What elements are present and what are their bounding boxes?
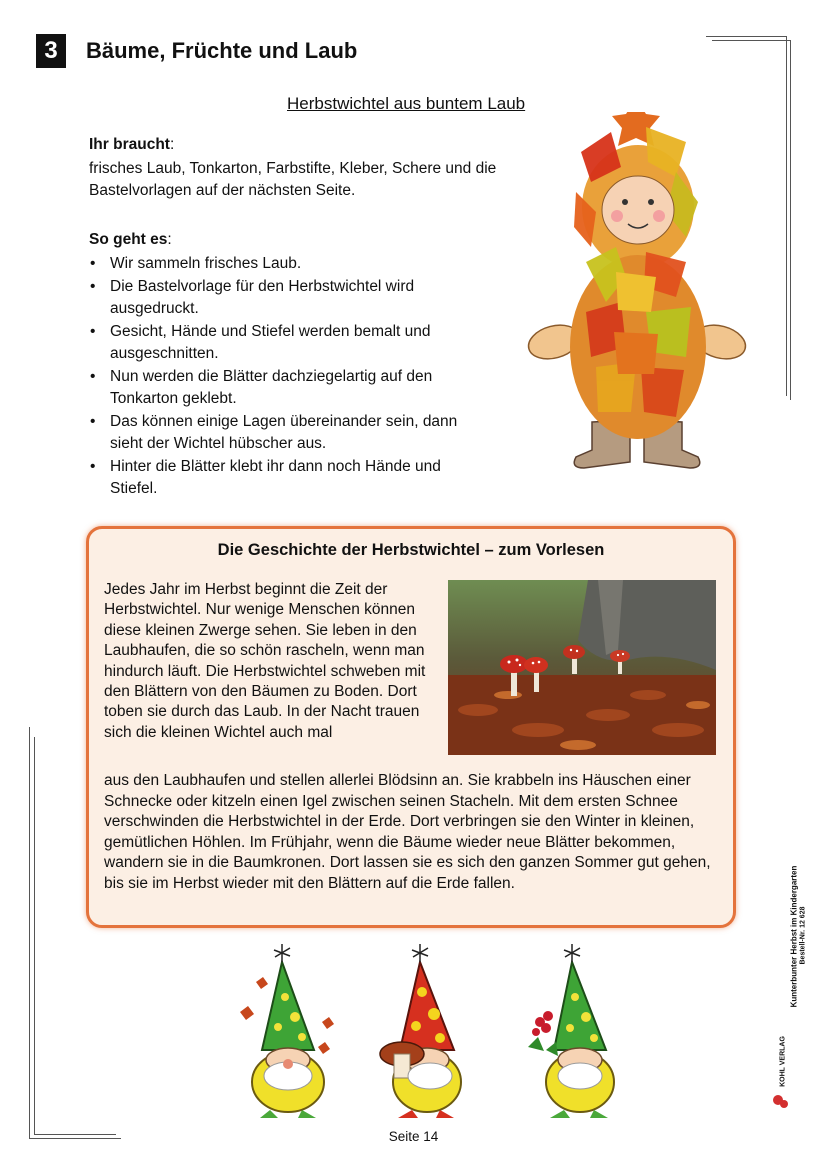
publisher-name: KOHL VERLAG: [779, 1036, 787, 1087]
chapter-number: 3: [36, 34, 66, 68]
frame-line-right-vert-2: [790, 40, 791, 400]
story-text-part2: aus den Laubhaufen und stellen allerlei Blödsinn an. Sie krabbeln ins Häuschen einer Schnecke oder kitzeln einen Igel zwischen seinen Stacheln. Mit dem ersten Schnee verschwinden die Herbstwichtel in der Erde. Dort verbringen sie den Winter in kleinen, gemütlichen Höhlen. Im Frühjahr, wenn die Bäume wieder neue Blätter bekommen, wandern sie in die Baumkronen. Dort lassen sie es sich den ganzen Sommer gut gehen, bis sie im Herbst wieder mit den Blättern auf die Erde fallen.: [104, 772, 711, 892]
story-text-part1: Jedes Jahr im Herbst beginnt die Zeit der Herbstwichtel. Nur wenige Menschen können diese kleinen Zwerge sehen. Sie leben in den Laubhaufen, die so schön rascheln, wenn man hindurch läuft. Die Herbstwichtel schweben mit den Blättern von den Bäumen zu Boden. Dort toben sie durch das Laub. In der Nacht trauen sich die kleinen Wichtel auch mal: [104, 581, 426, 741]
step-item: • Hinter die Blätter klebt ihr dann noch Hände und Stiefel.: [89, 456, 489, 500]
side-credits: [773, 860, 807, 1020]
side-order-number: Bestell-Nr. 12 628: [799, 906, 807, 965]
steps-label: So geht es: [89, 231, 168, 248]
step-item: • Gesicht, Hände und Stiefel werden bemalt und ausgeschnitten.: [89, 321, 489, 365]
step-item: • Nun werden die Blätter dachziegelartig auf den Tonkarton geklebt.: [89, 366, 489, 410]
frame-line-right-vert: [786, 36, 787, 396]
materials-heading: [89, 134, 174, 156]
frame-line-top-right-2: [712, 40, 790, 41]
step-item: • Das können einige Lagen übereinander sein, dann sieht der Wichtel hübscher aus.: [89, 411, 489, 455]
steps-colon: :: [167, 231, 172, 248]
mushroom-forest-photo: [448, 580, 716, 755]
frame-line-top-right: [706, 36, 786, 37]
chapter-title: Bäume, Früchte und Laub: [86, 38, 358, 63]
publisher-logo: [770, 1030, 796, 1110]
materials-text: frisches Laub, Tonkarton, Farbstifte, Kleber, Schere und die Bastelvorlagen auf der nächsten Seite.: [89, 160, 497, 199]
story-title: Die Geschichte der Herbstwichtel – zum Vorlesen: [217, 541, 605, 559]
craft-title: Herbstwichtel aus buntem Laub: [287, 94, 526, 113]
autumn-gnomes-illustration: [230, 942, 630, 1122]
frame-line-left-vert: [29, 727, 30, 1138]
side-book-title: Kunterbunter Herbst im Kindergarten: [789, 865, 799, 1008]
page-number: Seite 14: [388, 1129, 439, 1144]
step-item: • Die Bastelvorlage für den Herbstwichtel wird ausgedruckt.: [89, 276, 489, 320]
steps-list: [89, 253, 489, 501]
leaf-gnome-illustration: [526, 112, 750, 478]
materials-colon: :: [169, 136, 175, 153]
steps-heading: [89, 229, 172, 251]
frame-line-left-vert-2: [34, 737, 35, 1134]
step-item: • Wir sammeln frisches Laub.: [89, 253, 489, 275]
materials-label: Ihr braucht: [89, 136, 170, 153]
